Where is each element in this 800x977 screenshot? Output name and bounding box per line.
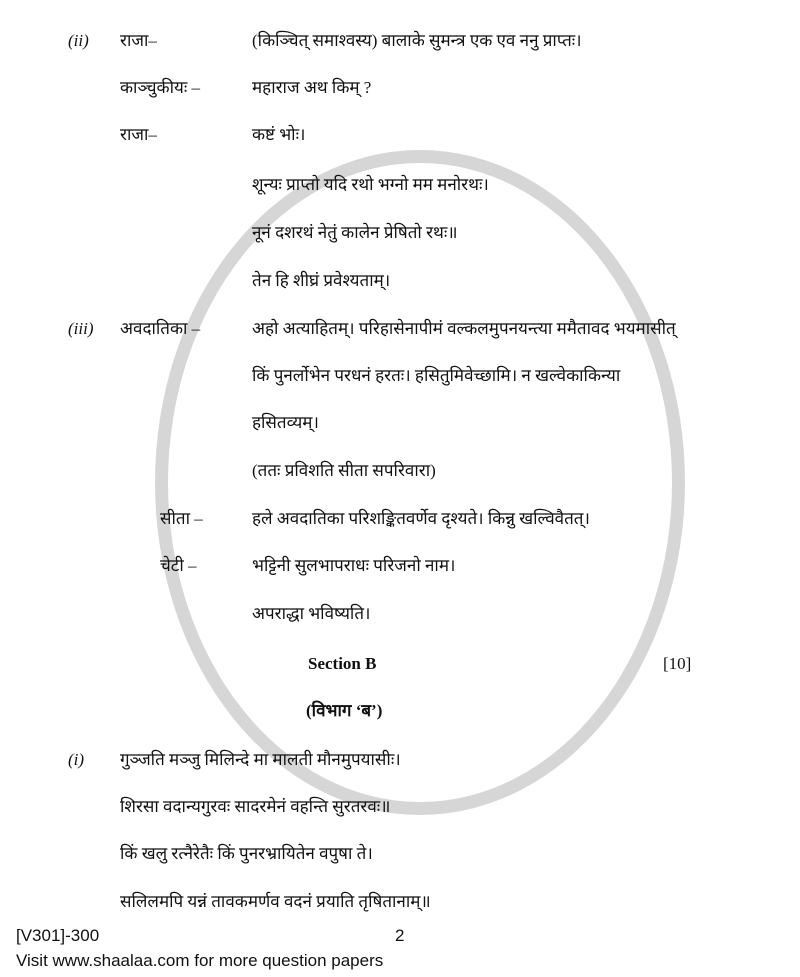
verse-line: नूनं दशरथं नेतुं कालेन प्रेषितो रथः॥ [252,223,458,242]
question-number: (i) [68,750,85,769]
paper-code: [V301]-300 [16,926,100,945]
section-title: Section B [308,654,377,673]
dialogue-line: तेन हि शीघ्रं प्रवेश्यताम्। [252,271,391,290]
question-number: (iii) [68,319,94,338]
dialogue-line: महाराज अथ किम् ? [252,78,372,97]
verse-line: शिरसा वदान्यगुरवः सादरमेनं वहन्ति सुरतरवः॥ [120,797,391,816]
speaker: राजा– [120,125,157,144]
speaker: राजा– [120,31,157,50]
speaker: काञ्चुकीयः – [120,78,201,97]
stage-direction: (ततः प्रविशति सीता सपरिवारा) [252,461,436,480]
dialogue-line: हसितव्यम्। [252,413,319,432]
verse-line: गुञ्जति मञ्जु मिलिन्दे मा मालती मौनमुपयासीः। [120,750,401,769]
speaker: अवदातिका – [120,319,201,338]
speaker: सीता – [160,509,203,528]
section-marks: [10] [663,654,692,673]
verse-line: सलिलमपि यन्नं तावकमर्णव वदनं प्रयाति तृषितानाम्॥ [120,892,431,911]
page-number: 2 [395,926,405,945]
dialogue-line: हले अवदातिका परिशङ्कितवर्णेव दृश्यते। किन्नु खल्विवैतत्। [252,509,590,528]
dialogue-line: कष्टं भोः। [252,125,306,144]
dialogue-line: (किञ्चित् समाश्वस्य) बालाके सुमन्त्र एक एव ननु प्राप्तः। [252,31,582,50]
promo-link[interactable]: Visit www.shaalaa.com for more question papers [16,951,384,970]
section-subtitle: (विभाग ‘ब’) [306,701,383,720]
dialogue-line: भट्टिनी सुलभापराधः परिजनो नाम। [252,556,456,575]
dialogue-line: अहो अत्याहितम्। परिहासेनापीमं वल्कलमुपनयन्त्या ममैतावद भयमासीत् [252,319,676,338]
verse-line: शून्यः प्राप्तो यदि रथो भग्नो मम मनोरथः। [252,175,489,194]
speaker: चेटी – [160,556,197,575]
dialogue-line: किं पुनर्लोभेन परधनं हरतः। हसितुमिवेच्छामि। न खल्वेकाकिन्या [252,366,621,385]
verse-line: किं खलु रत्नैरेतैः किं पुनरभ्रायितेन वपुषा ते। [120,844,373,863]
question-number: (ii) [68,31,89,50]
dialogue-line: अपराद्धा भविष्यति। [252,604,371,623]
watermark-ellipse [155,150,685,815]
